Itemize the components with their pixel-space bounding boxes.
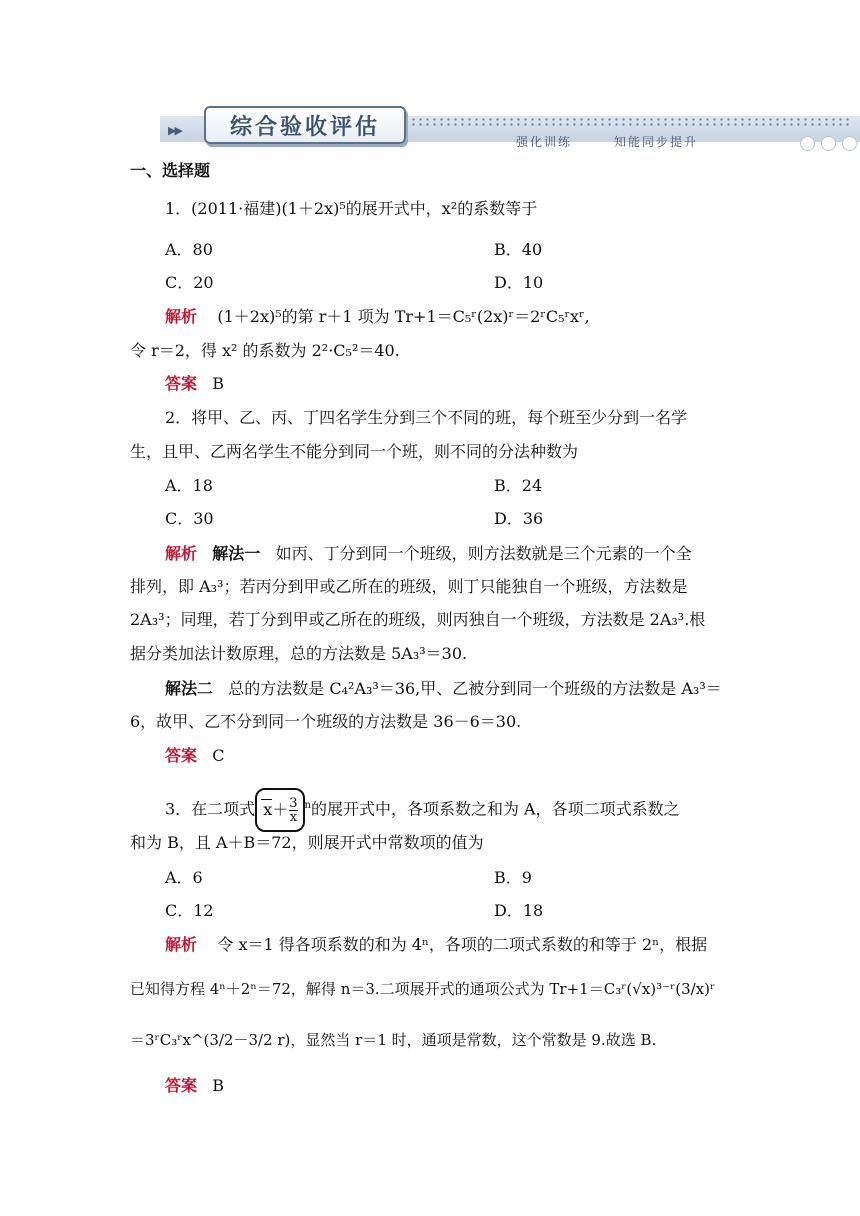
banner-dotted-line bbox=[410, 117, 850, 127]
q1-option-a: A．80 bbox=[165, 240, 213, 259]
q2-method2-label: 解法二 bbox=[165, 679, 214, 698]
binomial-expression: x＋ $\frac{3}{x}$ bbox=[255, 788, 304, 832]
q3-analysis bbox=[165, 934, 765, 956]
q1-option-b: B．40 bbox=[494, 240, 543, 259]
q3-answer-label: 答案 bbox=[165, 1076, 198, 1095]
q3-analysis-line3: ＝3ʳC₃ʳx^(3/2－3/2 r)，显然当 r＝1 时，通项是常数，这个常数是 9.故选 B. bbox=[130, 1031, 657, 1049]
q3-option-b: B．9 bbox=[494, 868, 532, 887]
q2-option-b: B．24 bbox=[494, 476, 543, 495]
q1-stem: 1．(2011·福建)(1＋2x)⁵的展开式中，x²的系数等于 bbox=[165, 199, 538, 218]
q3-analysis-line1: 令 x＝1 得各项系数的和为 4ⁿ，各项的二项式系数的和等于 2ⁿ，根据 bbox=[217, 935, 708, 954]
q2-option-c: C．30 bbox=[165, 509, 214, 528]
q1-option-d: D．10 bbox=[494, 273, 544, 292]
q3-stem-line2: 和为 B，且 A＋B＝72，则展开式中常数项的值为 bbox=[130, 833, 484, 852]
section-title: 一、选择题 bbox=[130, 161, 211, 180]
q2-stem-line2: 生，且甲、乙两名学生不能分到同一个班，则不同的分法种数为 bbox=[130, 442, 579, 461]
q3-stem-suffix: 的展开式中，各项系数之和为 A，各项二项式系数之 bbox=[310, 799, 680, 819]
q2-method1-line2: 排列，即 A₃³；若丙分到甲或乙所在的班级，则丁只能独自一个班级，方法数是 bbox=[130, 577, 688, 596]
q3-option-c: C．12 bbox=[165, 901, 214, 920]
q3-option-a: A．6 bbox=[165, 868, 203, 887]
q1-answer-value: B bbox=[212, 374, 225, 393]
q3-option-d: D．18 bbox=[494, 901, 544, 920]
q2-method2-line1: 总的方法数是 C₄²A₃³＝36,甲、乙被分到同一个班级的方法数是 A₃³＝ bbox=[228, 679, 722, 698]
q3-stem-line1: 3．在二项式 x＋ $\frac{3}{x}$ $^n$的展开式中，各项系数之和为 A，各项二项式系数之 bbox=[165, 788, 765, 828]
q2-option-d: D．36 bbox=[494, 509, 544, 528]
q1-analysis bbox=[165, 306, 765, 328]
q3-answer-value: B bbox=[212, 1076, 225, 1095]
q1-answer bbox=[165, 373, 765, 395]
q2-method1-label: 解法一 bbox=[212, 544, 261, 563]
decorative-circles bbox=[800, 136, 857, 151]
q2-answer-label: 答案 bbox=[165, 746, 198, 765]
banner-title: 综合验收评估 bbox=[229, 114, 380, 140]
banner-title-box bbox=[204, 106, 406, 144]
q2-analysis-label: 解析 bbox=[165, 544, 198, 563]
section-banner bbox=[160, 102, 860, 150]
q1-option-c: C．20 bbox=[165, 273, 214, 292]
q3-stem-prefix: 3．在二项式 bbox=[165, 799, 256, 819]
q2-method2-line2: 6，故甲、乙不分到同一个班级的方法数是 36－6＝30. bbox=[130, 712, 522, 731]
q2-method1-line3: 2A₃³；同理，若丁分到甲或乙所在的班级，则丙独自一个班级，方法数是 2A₃³.根 bbox=[130, 610, 706, 629]
q2-stem-line1: 2．将甲、乙、丙、丁四名学生分到三个不同的班，每个班至少分到一名学 bbox=[165, 408, 688, 427]
q2-method1-line1: 如丙、丁分到同一个班级，则方法数就是三个元素的一个全 bbox=[275, 544, 692, 563]
arrows-icon: ▶▶ bbox=[168, 124, 181, 137]
q2-method2 bbox=[165, 678, 765, 700]
q2-option-a: A．18 bbox=[165, 476, 213, 495]
banner-subtitle-2: 知能同步提升 bbox=[614, 135, 699, 149]
q1-answer-label: 答案 bbox=[165, 374, 198, 393]
q3-analysis-label: 解析 bbox=[165, 935, 198, 954]
q2-answer bbox=[165, 745, 765, 767]
q1-analysis-line2: 令 r＝2，得 x² 的系数为 2²·C₅²＝40. bbox=[130, 341, 400, 360]
q1-analysis-label: 解析 bbox=[165, 307, 198, 326]
banner-subtitle-1: 强化训练 bbox=[516, 135, 573, 149]
q2-answer-value: C bbox=[212, 746, 225, 765]
q3-analysis-line2: 已知得方程 4ⁿ＋2ⁿ＝72，解得 n＝3.二项展开式的通项公式为 Tr+1＝C₃ʳ(√x)³⁻ʳ(3/x)ʳ bbox=[130, 980, 716, 998]
q1-analysis-line1: (1＋2x)⁵的第 r＋1 项为 Tr+1＝C₅ʳ(2x)ʳ＝2ʳC₅ʳxʳ, bbox=[217, 307, 590, 326]
q2-method1-line4: 据分类加法计数原理，总的方法数是 5A₃³＝30. bbox=[130, 644, 468, 663]
q2-method1 bbox=[165, 543, 765, 565]
q3-answer bbox=[165, 1075, 765, 1097]
